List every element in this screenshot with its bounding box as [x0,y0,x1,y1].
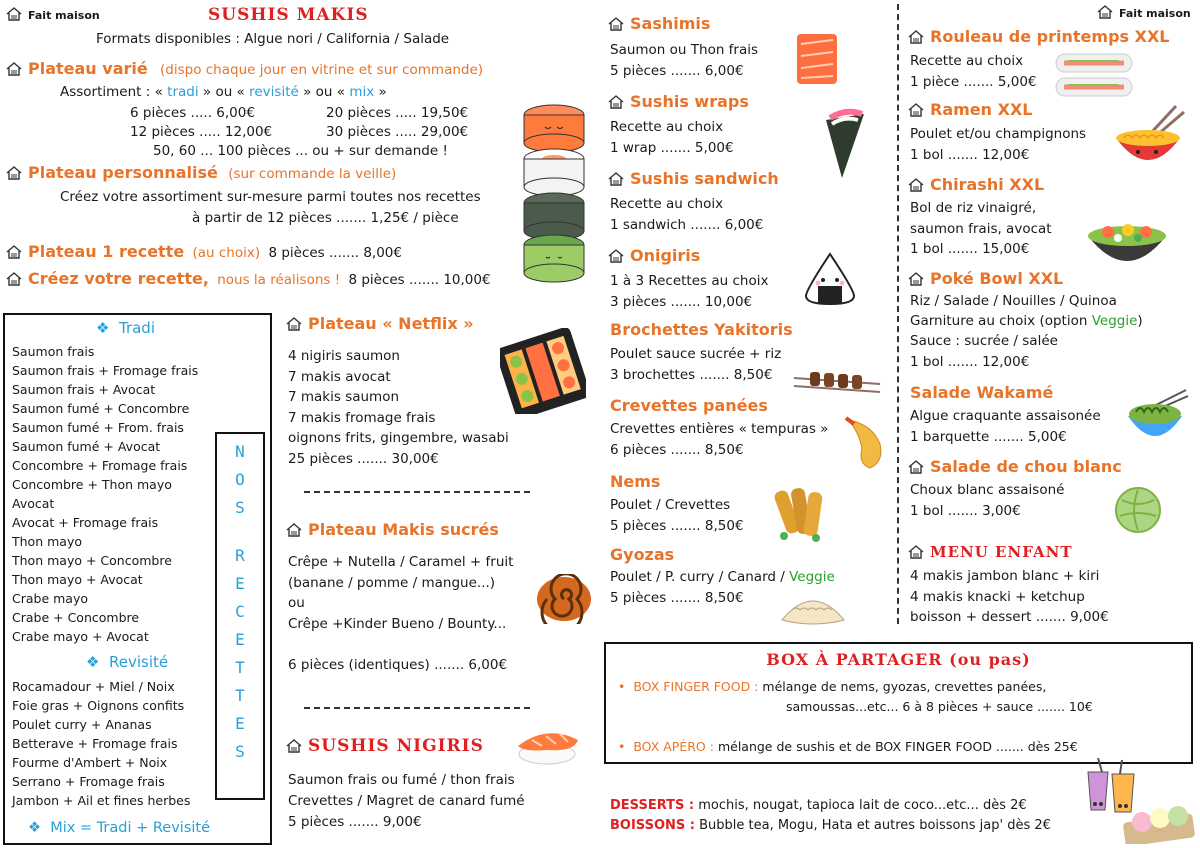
nigiri-illustration [512,718,582,768]
wraps-line: 1 wrap ....... 5,00€ [610,139,734,156]
house-icon [608,249,624,263]
onigiri-illustration [800,250,860,308]
nigiris-lines [288,770,525,833]
plateau-perso-heading [6,163,396,185]
house-icon [908,460,924,474]
ramen-lines [910,124,1086,165]
onigiris-line: 1 à 3 Recettes au choix [610,273,769,289]
tradi-list [12,342,198,646]
sushis-makis-title: SUSHIS MAKIS [208,5,369,25]
tradi-item: Thon mayo + Concombre [12,553,172,568]
enfant-heading [908,543,1072,564]
house-icon [1097,5,1113,19]
assortiment-tradi: tradi [167,84,199,100]
netflix-line: 7 makis saumon [288,389,400,405]
box-finger-desc1: mélange de nems, gyozas, crevettes panées, [762,679,1047,694]
makis-sucres-line: Crêpe +Kinder Bueno / Bounty... [288,615,507,632]
box-finger-desc2: samoussas...etc... 6 à 8 pièces + sauce ....... 10€ [786,699,1093,714]
sandwich-title: Sushis sandwich [630,169,779,188]
onigiris-title: Onigiris [630,246,701,265]
assortiment-end: » [378,84,387,100]
chirashi-bowl-illustration [1084,214,1170,272]
netflix-line: 7 makis fromage frais [288,409,436,426]
sashimi-illustration [793,30,841,88]
wraps-title: Sushis wraps [630,92,749,111]
chirashi-title: Chirashi XXL [930,175,1045,194]
fait-maison-text: Fait maison [1119,7,1191,20]
mix-text: Mix = Tradi + Revisité [50,820,211,836]
tradi-item: Avocat [12,496,55,511]
sashimis-line: 5 pièces ....... 6,00€ [610,62,744,79]
mix-line: ❖ Mix = Tradi + Revisité [28,820,211,836]
tradi-item: Crabe + Concombre [12,610,140,625]
vertical-letter: S [235,742,245,761]
price-6: 6 pièces ..... 6,00€ [130,105,255,121]
netflix-lines [288,346,509,469]
revisite-item: Foie gras + Oignons confits [12,698,185,713]
tradi-item: Saumon fumé + Avocat [12,439,161,454]
gyozas-line1 [610,568,835,588]
netflix-heading [286,314,474,336]
tradi-item: Concombre + Thon mayo [12,477,172,492]
enfant-line: boisson + dessert ....... 9,00€ [910,609,1109,625]
poke-title: Poké Bowl XXL [930,269,1064,288]
netflix-title: Plateau « Netflix » [308,314,474,333]
box-finger-label: BOX FINGER FOOD : [633,679,759,694]
nigiris-line: Saumon frais ou fumé / thon frais [288,772,515,788]
sandwich-line: Recette au choix [610,196,724,212]
nems-illustration [772,484,828,544]
wraps-heading [608,92,749,114]
enfant-line: 4 makis knacki + ketchup [910,588,1085,605]
chou-line: Choux blanc assaisoné [910,482,1065,498]
onigiris-heading [608,246,700,268]
house-icon [6,7,22,21]
poke-heading [908,269,1063,291]
spring-roll-illustration [1054,50,1134,100]
nems-title: Nems [610,472,661,491]
box-finger-line1: • BOX FINGER FOOD : mélange de nems, gyozas, crevettes panées, [618,679,1047,694]
revisite-item: Serrano + Fromage frais [12,774,165,789]
assortiment-line [60,83,387,103]
plateau-1-title: Plateau 1 recette [28,242,185,261]
makis-sucres-heading [286,520,499,542]
makis-sucres-title: Plateau Makis sucrés [308,520,499,539]
vertical-letter: C [235,602,245,621]
gyozas-title: Gyozas [610,545,675,564]
sushi-stack-illustration [512,95,596,285]
crevettes-lines [610,419,828,460]
chou-title: Salade de chou blanc [930,457,1122,476]
netflix-line: oignons frits, gingembre, wasabi [288,430,509,446]
plateau-varie-note: (dispo chaque jour en vitrine et sur commande) [160,62,484,78]
assortiment-sep2: » ou « [303,84,346,100]
house-icon [908,30,924,44]
nigiris-title: SUSHIS NIGIRIS [308,736,484,756]
desserts-label: DESSERTS : [610,798,695,813]
creez-title: Créez votre recette, [28,269,209,288]
box-apero-desc: mélange de sushis et de BOX FINGER FOOD ....... dès 25€ [717,739,1078,754]
boissons-text: Bubble tea, Mogu, Hata et autres boissons jap' dès 2€ [699,818,1051,833]
nigiris-heading [286,737,484,758]
nems-line: 5 pièces ....... 8,50€ [610,517,744,534]
makis-sucres-line: Crêpe + Nutella / Caramel + fruit [288,554,514,570]
house-icon [908,272,924,286]
house-icon [608,172,624,186]
tradi-item: Avocat + Fromage frais [12,515,159,530]
plateau-perso-title: Plateau personnalisé [28,163,218,182]
cabbage-illustration [1110,482,1166,534]
tradi-item: Crabe mayo + Avocat [12,629,149,644]
gyoza-illustration [778,590,848,630]
price-12: 12 pièces ..... 12,00€ [130,124,273,140]
revisite-list [12,677,190,810]
mochi-illustration [1122,800,1196,844]
assortiment-label: Assortiment : « [60,84,163,100]
revisite-title: Revisité [108,653,169,671]
crevettes-line: Crevettes entières « tempuras » [610,421,829,437]
yakitoris-lines [610,344,781,385]
gyozas-options: Poulet / P. curry / Canard / [610,569,785,585]
ramen-line: Poulet et/ou champignons [910,126,1087,142]
creez-note: nous la réalisons ! [217,272,341,288]
netflix-line: 25 pièces ....... 30,00€ [288,450,439,467]
crevettes-title: Crevettes panées [610,396,768,415]
revisite-item: Jambon + Ail et fines herbes [12,793,191,808]
rouleau-lines [910,51,1037,92]
netflix-line: 7 makis avocat [288,368,391,385]
plateau-1-note: (au choix) [192,245,261,261]
desserts-text: mochis, nougat, tapioca lait de coco...etc... dès 2€ [698,798,1027,813]
poke-line4: 1 bol ....... 12,00€ [910,354,1030,370]
tradi-item: Thon mayo [12,534,82,549]
wakame-line: Algue craquante assaisonée [910,408,1101,424]
sandwich-lines [610,194,763,235]
plateau-perso-line1: Créez votre assortiment sur-mesure parmi toutes nos recettes [60,189,481,205]
rouleau-heading [908,27,1169,49]
house-icon [286,739,302,753]
divider-dashed [304,491,530,493]
tradi-item: Saumon frais + Avocat [12,382,156,397]
plateau-perso-note: (sur commande la veille) [228,166,397,182]
plateau-varie-heading [6,59,483,81]
nos-recettes-vertical [215,442,265,762]
house-icon [908,178,924,192]
sandwich-line: 1 sandwich ....... 6,00€ [610,216,764,233]
nigiris-line: 5 pièces ....... 9,00€ [288,814,422,830]
tradi-item: Concombre + Fromage frais [12,458,188,473]
yakitoris-title: Brochettes Yakitoris [610,320,793,339]
revisite-item: Rocamadour + Miel / Noix [12,679,175,694]
ramen-heading [908,100,1032,122]
nems-lines [610,495,744,536]
house-icon [6,245,22,259]
house-icon [908,545,924,559]
chirashi-line: 1 bol ....... 15,00€ [910,241,1030,257]
tradi-item: Saumon fumé + From. frais [12,420,184,435]
boissons-line [610,816,1051,836]
vertical-letter: S [235,498,245,517]
tradi-item: Saumon fumé + Concombre [12,401,190,416]
box-apero-label: BOX APÉRO : [633,739,714,754]
chou-lines [910,480,1064,521]
wraps-lines [610,117,734,158]
divider-dashed [304,707,530,709]
box-title: BOX À PARTAGER (ou pas) [766,650,1031,669]
vertical-letter: E [235,714,245,733]
makis-sucres-price: 6 pièces (identiques) ....... 6,00€ [288,657,508,673]
sashimis-line: Saumon ou Thon frais [610,42,759,58]
temaki-illustration [822,108,868,182]
assortiment-revisite: revisité [249,84,299,100]
tradi-title: Tradi [118,319,155,337]
price-30: 30 pièces ..... 29,00€ [326,124,469,140]
fait-maison-text: Fait maison [28,9,100,22]
chirashi-line: saumon frais, avocat [910,220,1052,237]
yakitoris-line: 3 brochettes ....... 8,50€ [610,366,773,383]
sandwich-heading [608,169,779,191]
enfant-lines [910,566,1109,628]
poke-line3: Sauce : sucrée / salée [910,333,1058,349]
creez-price: 8 pièces ....... 10,00€ [348,272,491,288]
vertical-letter: O [235,470,245,489]
wraps-line: Recette au choix [610,119,724,135]
makis-sucres-lines [288,552,513,634]
poke-paren: ) [1137,313,1143,329]
poke-line1: Riz / Salade / Nouilles / Quinoa [910,293,1117,309]
tradi-item: Crabe mayo [12,591,89,606]
plateau-perso-line2: à partir de 12 pièces ....... 1,25€ / pièce [192,210,459,226]
chirashi-heading [908,175,1044,197]
vertical-letter: N [235,442,245,461]
divider-vertical [897,4,899,624]
rouleau-title: Rouleau de printemps XXL [930,27,1170,46]
poke-garniture: Garniture au choix (option [910,313,1088,329]
tradi-heading: ❖ Tradi [96,319,155,337]
plateau-1-price: 8 pièces ....... 8,00€ [268,245,402,261]
house-icon [608,95,624,109]
nems-line: Poulet / Crevettes [610,497,731,513]
wakame-lines [910,406,1101,448]
wakame-bowl-illustration [1120,386,1190,448]
vertical-letter: R [235,546,245,565]
creez-heading [6,269,491,291]
price-20: 20 pièces ..... 19,50€ [326,105,469,121]
sashimis-lines [610,40,758,81]
gyozas-price: 5 pièces ....... 8,50€ [610,590,744,606]
revisite-item: Poulet curry + Ananas [12,717,152,732]
house-icon [608,17,624,31]
vertical-letter: E [235,630,245,649]
plateau-1-heading [6,242,402,264]
house-icon [286,317,302,331]
chou-heading [908,457,1122,479]
house-icon [908,103,924,117]
fait-maison-label-right [1097,4,1191,24]
tempura-shrimp-illustration [842,414,886,470]
boissons-label: BOISSONS : [610,818,695,833]
chirashi-line: Bol de riz vinaigré, [910,200,1037,216]
crepe-roll-illustration [534,574,594,624]
vertical-letter: T [235,658,245,677]
chou-line: 1 bol ....... 3,00€ [910,502,1021,519]
ramen-line: 1 bol ....... 12,00€ [910,146,1030,163]
assortiment-sep1: » ou « [202,84,245,100]
crevettes-line: 6 pièces ....... 8,50€ [610,441,744,458]
netflix-line: 4 nigiris saumon [288,348,400,364]
plateau-varie-title: Plateau varié [28,59,148,78]
ramen-title: Ramen XXL [930,100,1033,119]
enfant-title: MENU ENFANT [930,543,1073,561]
poke-veggie: Veggie [1091,313,1138,329]
house-icon [6,272,22,286]
revisite-item: Fourme d'Ambert + Noix [12,755,168,770]
ramen-bowl-illustration [1110,104,1186,176]
onigiris-line: 3 pièces ....... 10,00€ [610,293,753,310]
onigiris-lines [610,271,768,312]
assortiment-mix: mix [349,84,375,100]
tradi-item: Saumon frais + Fromage frais [12,363,199,378]
poke-line2 [910,312,1143,332]
tradi-item: Saumon frais [12,344,95,359]
revisite-heading: ❖ Revisité [86,653,169,671]
vertical-letter: E [235,574,245,593]
price-more: 50, 60 ... 100 pièces ... ou + sur demande ! [153,143,448,159]
house-icon [286,523,302,537]
wakame-title: Salade Wakamé [910,383,1054,402]
house-icon [6,62,22,76]
sashimis-heading [608,14,710,36]
makis-sucres-line: ou [288,595,305,611]
yakitoris-line: Poulet sauce sucrée + riz [610,346,782,362]
tradi-item: Thon mayo + Avocat [12,572,143,587]
enfant-line: 4 makis jambon blanc + kiri [910,568,1100,584]
formats-text: Formats disponibles : Algue nori / California / Salade [96,31,450,47]
netflix-tray-illustration [500,328,586,414]
box-apero-line: • BOX APÉRO : mélange de sushis et de BOX FINGER FOOD ....... dès 25€ [618,739,1078,754]
sashimis-title: Sashimis [630,14,711,33]
nigiris-line: Crevettes / Magret de canard fumé [288,793,525,809]
gyozas-veggie: Veggie [789,569,835,585]
makis-sucres-line: (banane / pomme / mangue...) [288,574,496,591]
fait-maison-label-left [6,6,100,26]
vertical-letter: T [235,686,245,705]
wakame-line: 1 barquette ....... 5,00€ [910,429,1067,445]
yakitori-illustration [792,360,882,400]
rouleau-line: Recette au choix [910,53,1024,69]
chirashi-lines [910,198,1052,260]
revisite-item: Betterave + Fromage frais [12,736,178,751]
desserts-line [610,796,1027,816]
rouleau-line: 1 pièce ....... 5,00€ [910,73,1037,90]
house-icon [6,166,22,180]
